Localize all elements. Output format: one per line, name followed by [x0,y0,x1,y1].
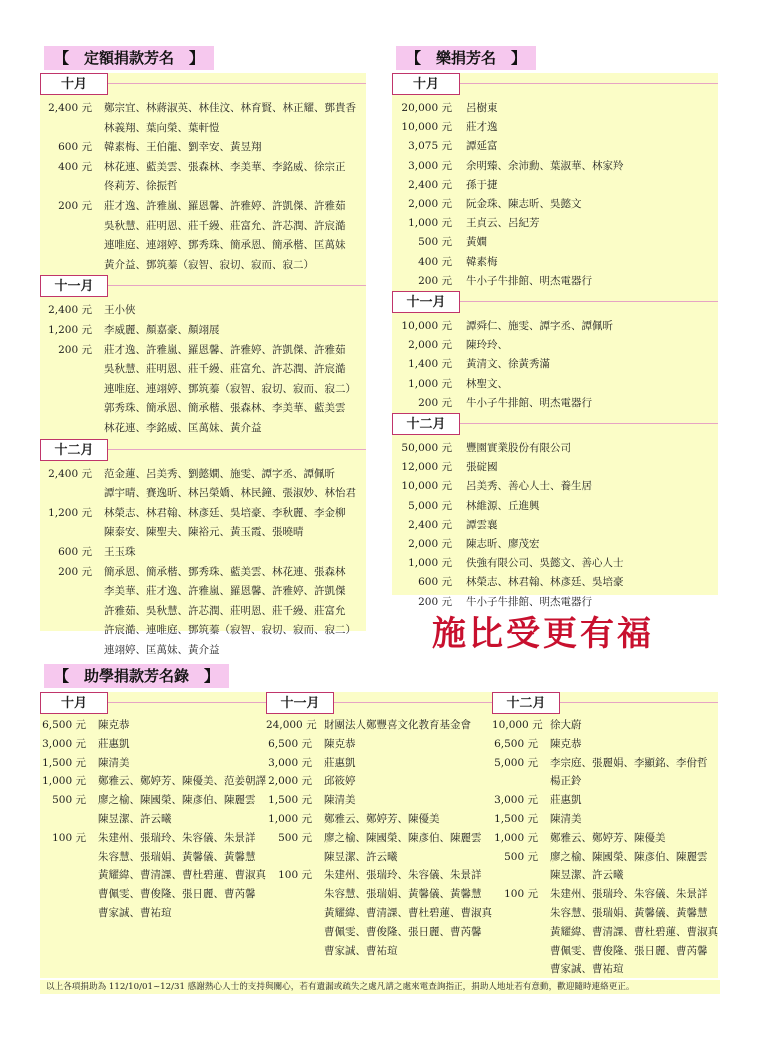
donor-names: 簡承恩、簡承楷、鄧秀珠、藍美雲、林花連、張森林 [104,565,346,578]
donor-names: 莊才逸 [466,121,498,134]
donation-row [392,118,718,137]
donation-row [266,791,492,810]
donation-amount: 2,400 元 [408,518,452,531]
donation-row [392,516,718,535]
donation-row [492,942,718,961]
donation-amount: 200 元 [418,595,452,608]
donor-names: 許宸澔、連唯庭、鄧筑蓁（寂智、寂切、寂而、寂二） [104,624,356,637]
donation-row [40,563,366,582]
donation-amount: 3,075 元 [408,140,452,153]
donation-row [266,942,492,961]
donation-row [40,904,266,923]
donation-row [392,176,718,195]
donor-names: 曹家誠、曹祐瑄 [324,944,398,957]
donor-names: 譚宇晴、賽逸昕、林呂榮嬌、林民鐘、張淑妙、林怡君 [104,487,356,500]
donation-row [40,829,266,848]
donation-row [266,716,492,735]
donation-amount: 500 元 [52,794,86,807]
donor-names: 陳昱潔、許云曦 [98,813,172,825]
donation-amount: 3,000 元 [268,756,312,769]
donor-names: 譚雲襄 [466,518,498,531]
donation-row [266,810,492,829]
donation-row [266,772,492,791]
donation-row [492,960,718,979]
donation-row [492,754,718,773]
donation-row [392,355,718,374]
donor-names: 廖之榆、陳國榮、陳彥伯、陳麗雲 [324,831,482,844]
donor-names: 連翊婷、匡萬妹、黃介益 [104,644,220,656]
fixed-title: 【 定額捐款芳名 】 [44,46,214,70]
donation-row [392,394,718,413]
donor-names: 林維源、丘進興 [466,499,540,512]
donation-row [392,535,718,554]
donation-row [492,848,718,867]
donor-names: 連唯庭、連翊婷、鄧秀珠、簡承恩、簡承楷、匡萬妹 [104,239,346,252]
donation-amount: 2,400 元 [48,102,92,114]
donation-row [40,158,366,177]
donor-names: 曹家誠、曹祐瑄 [550,963,624,976]
donation-row [40,177,366,196]
donation-row [492,716,718,735]
month-divider [560,702,718,703]
donation-row [266,866,492,885]
donation-row [40,301,366,320]
month-label: 十一月 [40,275,108,297]
donor-names: 莊惠凱 [98,737,130,750]
joy-donation-panel [392,73,718,608]
donor-names: 韓素梅、王伯龍、劉幸安、黃昱翔 [104,141,262,154]
donor-names: 陳玲玲、 [466,339,508,352]
donor-names: 曹家誠、曹祐瑄 [98,907,172,919]
donation-amount: 400 元 [58,160,92,173]
donation-amount: 500 元 [504,850,538,863]
donation-row [40,582,366,601]
donation-amount: 6,500 元 [494,737,538,750]
donor-names: 林榮志、林君翰、林彥廷、吳培豪、李秋麗、李金柳 [104,506,346,519]
donation-amount: 1,000 元 [268,813,312,825]
donation-row [392,214,718,233]
donation-amount: 600 元 [58,546,92,558]
donor-names: 莊才逸、許雅嵐、羅恩馨、許雅婷、許凱傑、許雅茹 [104,343,346,356]
donation-row [392,336,718,355]
donation-row [392,375,718,394]
donation-row [492,791,718,810]
donor-names: 黃清文、徐黃秀滿 [466,358,550,371]
donor-names: 林花連、藍美雲、張森林、李美華、李銘威、徐宗正 [104,160,346,173]
donation-row [40,848,266,867]
donor-names: 陳清美 [98,756,130,769]
donation-amount: 100 元 [278,869,312,882]
donor-names: 徐大蔚 [550,719,582,731]
donation-amount: 500 元 [418,236,452,249]
donor-names: 林義翔、葉向榮、葉軒愷 [104,121,220,134]
month-label: 十二月 [40,439,108,461]
donation-amount: 3,000 元 [494,794,538,807]
donation-row [40,380,366,399]
donor-names: 王玉珠 [104,546,136,558]
donor-names: 鄭宗宜、林蔣淑英、林佳汶、林育賢、林正耀、鄧貴香 [104,102,356,114]
donation-amount: 1,000 元 [408,217,452,230]
donor-names: 呂美秀、善心人士、養生居 [466,480,592,493]
donation-row [40,399,366,418]
donation-amount: 200 元 [58,200,92,212]
donation-amount: 1,000 元 [408,557,452,570]
donor-names: 陳清美 [550,813,582,825]
donation-row [40,484,366,503]
donation-row [492,904,718,923]
donation-row [392,253,718,272]
donor-names: 邱筱婷 [324,775,356,788]
donation-row [392,137,718,156]
donor-names: 陳志昕、廖茂宏 [466,538,540,550]
donation-amount: 10,000 元 [401,480,452,493]
donation-amount: 1,500 元 [268,794,312,807]
donation-row [40,236,366,255]
month-label: 十月 [40,692,108,714]
donor-names: 鄭雅云、鄭婷芳、陳優美 [324,813,440,825]
donor-names: 朱建州、張瑞玲、朱容儀、朱景詳 [550,888,708,901]
donation-amount: 3,000 元 [408,159,452,172]
donation-amount: 200 元 [418,274,452,287]
study-column [492,692,718,978]
donation-amount: 3,000 元 [42,737,86,750]
donation-row [40,543,366,562]
donor-names: 陳清美 [324,794,356,807]
donation-amount: 600 元 [58,141,92,154]
donation-amount: 10,000 元 [401,121,452,134]
donation-amount: 1,000 元 [494,831,538,844]
donor-names: 韓素梅 [466,255,498,268]
donation-row [392,195,718,214]
joy-title: 【 樂捐芳名 】 [396,46,536,70]
donor-names: 李威麗、顏嘉豪、顏翊展 [104,324,220,336]
donor-names: 曹佩雯、曹俊隆、張日麗、曹芮馨 [550,944,708,957]
donation-row [40,772,266,791]
donation-row [392,554,718,573]
donation-row [266,848,492,867]
donor-names: 佟莉芳、徐振哲 [104,180,178,193]
month-divider [108,285,366,286]
donation-row [392,272,718,291]
donor-names: 陳昱潔、許云曦 [324,850,398,863]
month-divider [108,449,366,450]
donation-row [40,866,266,885]
donation-amount: 400 元 [418,255,452,268]
donor-names: 莊惠凱 [324,756,356,769]
month-divider [460,423,718,424]
fixed-donation-panel [40,73,366,656]
donor-names: 楊正鈴 [550,775,582,788]
donation-amount: 200 元 [58,565,92,578]
donation-row [40,810,266,829]
month-label: 十月 [40,73,108,95]
donation-row [492,923,718,942]
donation-row [40,360,366,379]
donor-names: 黃介益、鄧筑蓁（寂智、寂切、寂而、寂二） [104,258,314,271]
donation-amount: 1,200 元 [48,506,92,519]
donor-names: 黃耀緯、曹清課、曹杜碧蓮、曹淑真 [550,925,718,938]
donation-amount: 200 元 [58,343,92,356]
study-title: 【 助學捐款芳名錄 】 [44,664,229,688]
donor-names: 廖之榆、陳國榮、陳彥伯、陳麗雲 [98,794,256,807]
donation-row [392,573,718,592]
donation-row [40,321,366,340]
donation-row [266,885,492,904]
study-column [40,692,266,978]
donation-amount: 6,500 元 [42,719,86,731]
donation-row [40,256,366,275]
donor-names: 連唯庭、連翊婷、鄧筑蓁（寂智、寂切、寂而、寂二） [104,382,356,395]
donation-amount: 20,000 元 [401,102,452,114]
donation-row [40,119,366,138]
donation-row [492,885,718,904]
month-label: 十二月 [392,413,460,435]
donation-amount: 10,000 元 [401,320,452,332]
donor-names: 莊惠凱 [550,794,582,807]
month-divider [460,301,718,302]
donor-names: 陳克恭 [550,737,582,750]
donation-amount: 100 元 [504,888,538,901]
donation-row [40,885,266,904]
month-divider [108,702,266,703]
donation-row [266,923,492,942]
donation-row [40,465,366,484]
donor-names: 鄭雅云、鄭婷芳、陳優美、范姜朝譯 [98,775,266,788]
donor-names: 朱建州、張瑞玲、朱容儀、朱景詳 [98,831,256,844]
donation-row [392,157,718,176]
donor-names: 呂樹東 [466,102,498,114]
donation-row [392,477,718,496]
donation-row [40,99,366,118]
donor-names: 朱容慧、張瑞娟、黃馨儀、黃馨慧 [98,850,256,863]
donor-names: 曹佩雯、曹俊隆、張日麗、曹芮馨 [98,888,256,901]
donation-row [40,197,366,216]
donation-row [40,217,366,236]
donation-amount: 2,400 元 [48,304,92,317]
donor-names: 黃耀緯、曹清課、曹杜碧蓮、曹淑真 [98,869,266,882]
donation-row [266,754,492,773]
motto-text: 施比受更有福 [432,614,654,654]
donation-amount: 5,000 元 [494,756,538,769]
donor-names: 范金蓮、呂美秀、劉懿嫺、施雯、譚字丞、譚佩昕 [104,467,335,480]
donation-amount: 2,000 元 [268,775,312,788]
donation-amount: 2,400 元 [48,467,92,480]
donation-amount: 2,000 元 [408,538,452,550]
donation-row [40,504,366,523]
donor-names: 林榮志、林君翰、林彥廷、吳培豪 [466,576,624,589]
donation-row [266,829,492,848]
donor-names: 廖之榆、陳國榮、陳彥伯、陳麗雲 [550,850,708,863]
donation-row [392,99,718,118]
donor-names: 牛小子牛排館、明杰電器行 [466,595,592,608]
donation-row [40,735,266,754]
donation-amount: 600 元 [418,576,452,589]
donor-names: 李宗庭、張麗娟、李顯銘、李佾哲 [550,756,708,769]
donation-amount: 1,500 元 [494,813,538,825]
donation-row [266,904,492,923]
donation-row [492,772,718,791]
donor-names: 孫于捷 [466,178,498,191]
donation-amount: 5,000 元 [408,499,452,512]
study-donation-panel [40,692,720,978]
donation-row [40,138,366,157]
donation-row [392,233,718,252]
donation-row [40,641,366,660]
month-label: 十一月 [392,291,460,313]
donation-row [40,341,366,360]
donation-row [40,602,366,621]
donor-names: 林花連、李銘威、匡萬妹、黃介益 [104,422,262,434]
donation-amount: 50,000 元 [401,442,452,454]
month-divider [108,83,366,84]
donation-amount: 2,400 元 [408,178,452,191]
donor-names: 朱容慧、張瑞娟、黃馨儀、黃馨慧 [324,888,482,901]
donation-amount: 1,000 元 [408,377,452,390]
donor-names: 莊才逸、許雅嵐、羅恩馨、許雅婷、許凱傑、許雅茹 [104,200,346,212]
donor-names: 王小俠 [104,304,136,317]
month-label: 十二月 [492,692,560,714]
month-divider [460,83,718,84]
donor-names: 余明臻、余沛勳、葉淑華、林家羚 [466,159,624,172]
donation-amount: 24,000 元 [266,719,317,731]
donation-row [40,523,366,542]
donor-names: 阮金珠、陳志昕、吳懿文 [466,198,582,210]
donor-names: 豐園實業股份有限公司 [466,442,571,454]
donation-amount: 6,500 元 [268,737,312,750]
donation-amount: 1,200 元 [48,324,92,336]
donor-names: 王貞云、呂紀芳 [466,217,540,230]
donation-row [492,829,718,848]
donation-amount: 1,500 元 [42,756,86,769]
donor-names: 曹佩雯、曹俊隆、張日麗、曹芮馨 [324,925,482,938]
donor-names: 陳泰安、陳聖夫、陳裕元、黃玉霞、張曉晴 [104,526,304,539]
donation-row [392,439,718,458]
donor-names: 譚延富 [466,140,498,153]
donor-names: 鄭雅云、鄭婷芳、陳優美 [550,831,666,844]
donation-amount: 200 元 [418,396,452,409]
donor-names: 李美華、莊才逸、許雅嵐、羅恩馨、許雅婷、許凱傑 [104,585,346,598]
donation-amount: 1,400 元 [408,358,452,371]
donation-row [40,419,366,438]
month-divider [334,702,492,703]
donor-names: 許雅茹、吳秋慧、許芯潤、莊明恩、莊千縵、莊富允 [104,604,346,617]
donation-row [492,810,718,829]
donation-row [40,791,266,810]
donation-row [492,735,718,754]
donor-names: 陳克恭 [98,719,130,731]
donation-row [392,458,718,477]
donation-row [40,621,366,640]
donation-row [492,866,718,885]
donation-amount: 500 元 [278,831,312,844]
donation-amount: 10,000 元 [492,719,543,731]
month-label: 十月 [392,73,460,95]
donor-names: 黃嫺 [466,236,487,249]
donor-names: 財團法人鄭豐喜文化教育基金會 [324,719,471,731]
donation-amount: 12,000 元 [401,461,452,474]
donor-names: 林聖文、 [466,377,508,390]
donor-names: 陳昱潔、許云曦 [550,869,624,882]
donor-names: 郭秀珠、簡承恩、簡承楷、張森林、李美華、藍美雲 [104,402,346,415]
donor-names: 佚強有限公司、吳懿文、善心人士 [466,557,624,570]
donation-amount: 1,000 元 [42,775,86,788]
donation-amount: 100 元 [52,831,86,844]
donor-names: 牛小子牛排館、明杰電器行 [466,274,592,287]
donation-amount: 2,000 元 [408,198,452,210]
month-label: 十一月 [266,692,334,714]
donation-row [40,716,266,735]
footer-note: 以上各項捐助為 112/10/01~12/31 感謝熱心人士的支持與關心，若有遺漏或疏失之處凡請之處來電查詢指正，捐助人地址若有意動，歡迎隨時連絡更正。 [40,980,720,994]
donor-names: 吳秋慧、莊明恩、莊千縵、莊富允、許芯潤、許宸澔 [104,219,346,232]
donor-names: 黃耀緯、曹清課、曹杜碧蓮、曹淑真 [324,907,492,919]
donor-names: 朱建州、張瑞玲、朱容儀、朱景詳 [324,869,482,882]
study-column [266,692,492,978]
donation-row [392,317,718,336]
donor-names: 吳秋慧、莊明恩、莊千縵、莊富允、許芯潤、許宸澔 [104,363,346,376]
donor-names: 譚舜仁、施雯、譚字丞、譚佩昕 [466,320,613,332]
donor-names: 張碇國 [466,461,498,474]
donation-row [392,497,718,516]
donation-row [266,735,492,754]
donor-names: 牛小子牛排館、明杰電器行 [466,396,592,409]
donor-names: 陳克恭 [324,737,356,750]
donor-names: 朱容慧、張瑞娟、黃馨儀、黃馨慧 [550,907,708,919]
donation-row [40,754,266,773]
donation-amount: 2,000 元 [408,339,452,352]
